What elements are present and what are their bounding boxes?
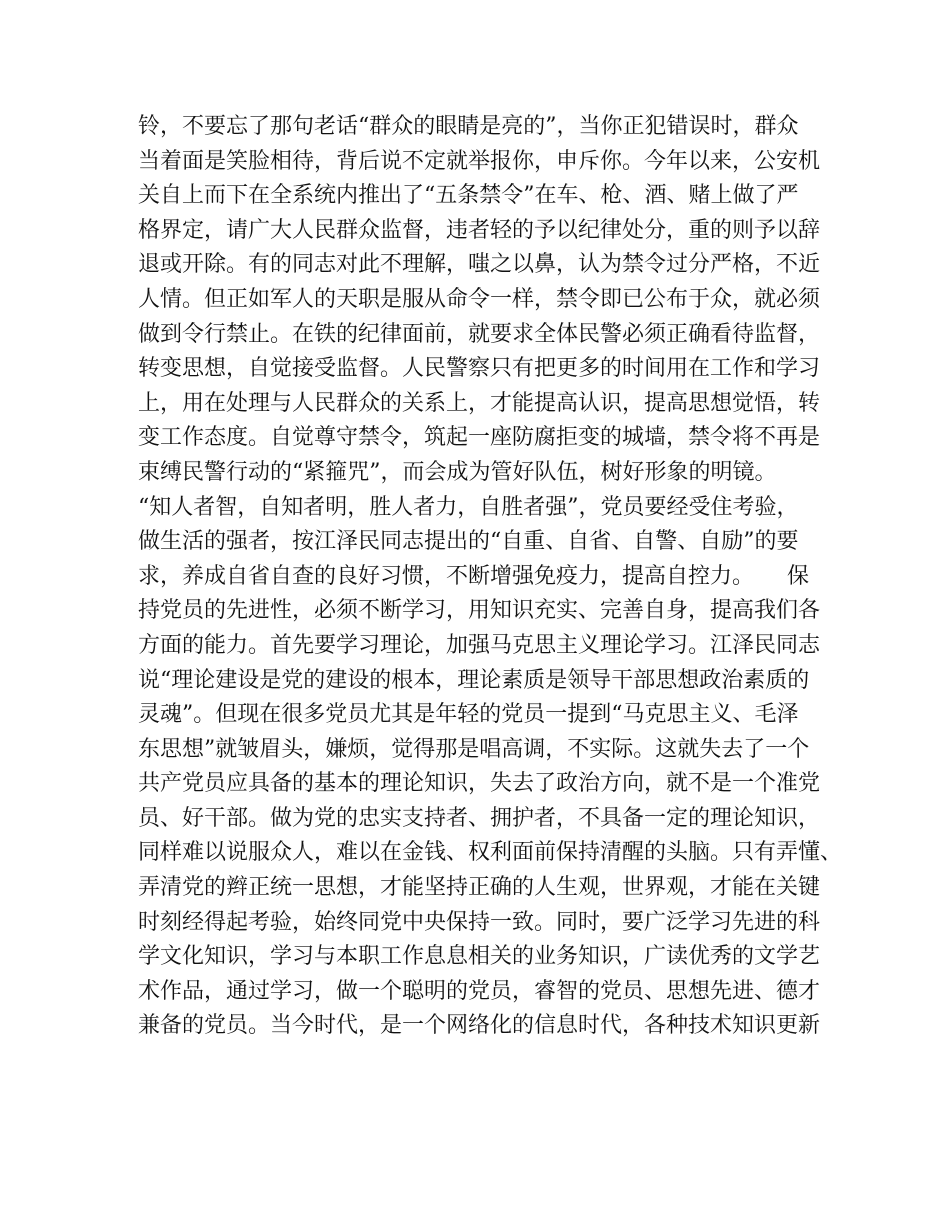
text-line: 求，养成自省自查的良好习惯，不断增强免疫力，提高自控力。 保 [138, 563, 810, 589]
text-line: 学文化知识，学习与本职工作息息相关的业务知识，广读优秀的文学艺 [138, 944, 821, 970]
text-line: 员、好干部。做为党的忠实支持者、拥护者，不具备一定的理论知识， [138, 805, 821, 831]
text-line: 时刻经得起考验，始终同党中央保持一致。同时，要广泛学习先进的科 [138, 909, 821, 935]
text-line: 做到令行禁止。在铁的纪律面前，就要求全体民警必须正确看待监督， [138, 321, 821, 347]
text-line: 说“理论建设是党的建设的根本，理论素质是领导干部思想政治素质的 [138, 667, 810, 693]
text-line: 做生活的强者，按江泽民同志提出的“自重、自省、自警、自励”的要 [138, 529, 799, 555]
text-line: 退或开除。有的同志对此不理解，嗤之以鼻，认为禁令过分严格，不近 [138, 252, 821, 278]
text-line: 弄清党的辫正统一思想，才能坚持正确的人生观，世界观，才能在关键 [138, 875, 821, 901]
text-line: 变工作态度。自觉尊守禁令，筑起一座防腐拒变的城墙，禁令将不再是 [138, 425, 821, 451]
text-line: 共产党员应具备的基本的理论知识，失去了政治方向，就不是一个准党 [138, 771, 821, 797]
text-line: 当着面是笑脸相待，背后说不定就举报你，申斥你。今年以来，公安机 [138, 148, 821, 174]
text-line: 上，用在处理与人民群众的关系上，才能提高认识，提高思想觉悟，转 [138, 390, 821, 416]
text-line: 铃，不要忘了那句老话“群众的眼睛是亮的”，当你正犯错误时，群众 [138, 114, 799, 139]
text-line: 同样难以说服众人，难以在金钱、权利面前保持清醒的头脑。只有弄懂、 [138, 840, 843, 866]
text-line: 东思想”就皱眉头，嫌烦，觉得那是唱高调，不实际。这就失去了一个 [138, 736, 810, 762]
text-line: 术作品，通过学习，做一个聪明的党员，睿智的党员、思想先进、德才 [138, 978, 821, 1004]
text-line: 格界定，请广大人民群众监督，违者轻的予以纪律处分，重的则予以辞 [138, 217, 821, 243]
text-line: 方面的能力。首先要学习理论，加强马克思主义理论学习。江泽民同志 [138, 632, 821, 658]
text-line: 兼备的党员。当今时代，是一个网络化的信息时代，各种技术知识更新 [138, 1013, 821, 1039]
text-line: 束缚民警行动的“紧箍咒”，而会成为管好队伍，树好形象的明镜。 [138, 459, 777, 485]
body-text [138, 110, 843, 1044]
text-line: 关自上而下在全系统内推出了“五条禁令”在车、枪、酒、赌上做了严 [138, 183, 799, 209]
text-line: 人情。但正如军人的天职是服从命令一样，禁令即已公布于众，就必须 [138, 286, 821, 312]
text-line: 灵魂”。但现在很多党员尤其是年轻的党员一提到“马克思主义、毛泽 [138, 702, 799, 728]
text-line: 持党员的先进性，必须不断学习，用知识充实、完善自身，提高我们各 [138, 598, 821, 624]
text-line: “知人者智，自知者明，胜人者力，自胜者强”，党员要经受住考验， [138, 494, 799, 520]
text-line: 转变思想，自觉接受监督。人民警察只有把更多的时间用在工作和学习 [138, 356, 821, 382]
